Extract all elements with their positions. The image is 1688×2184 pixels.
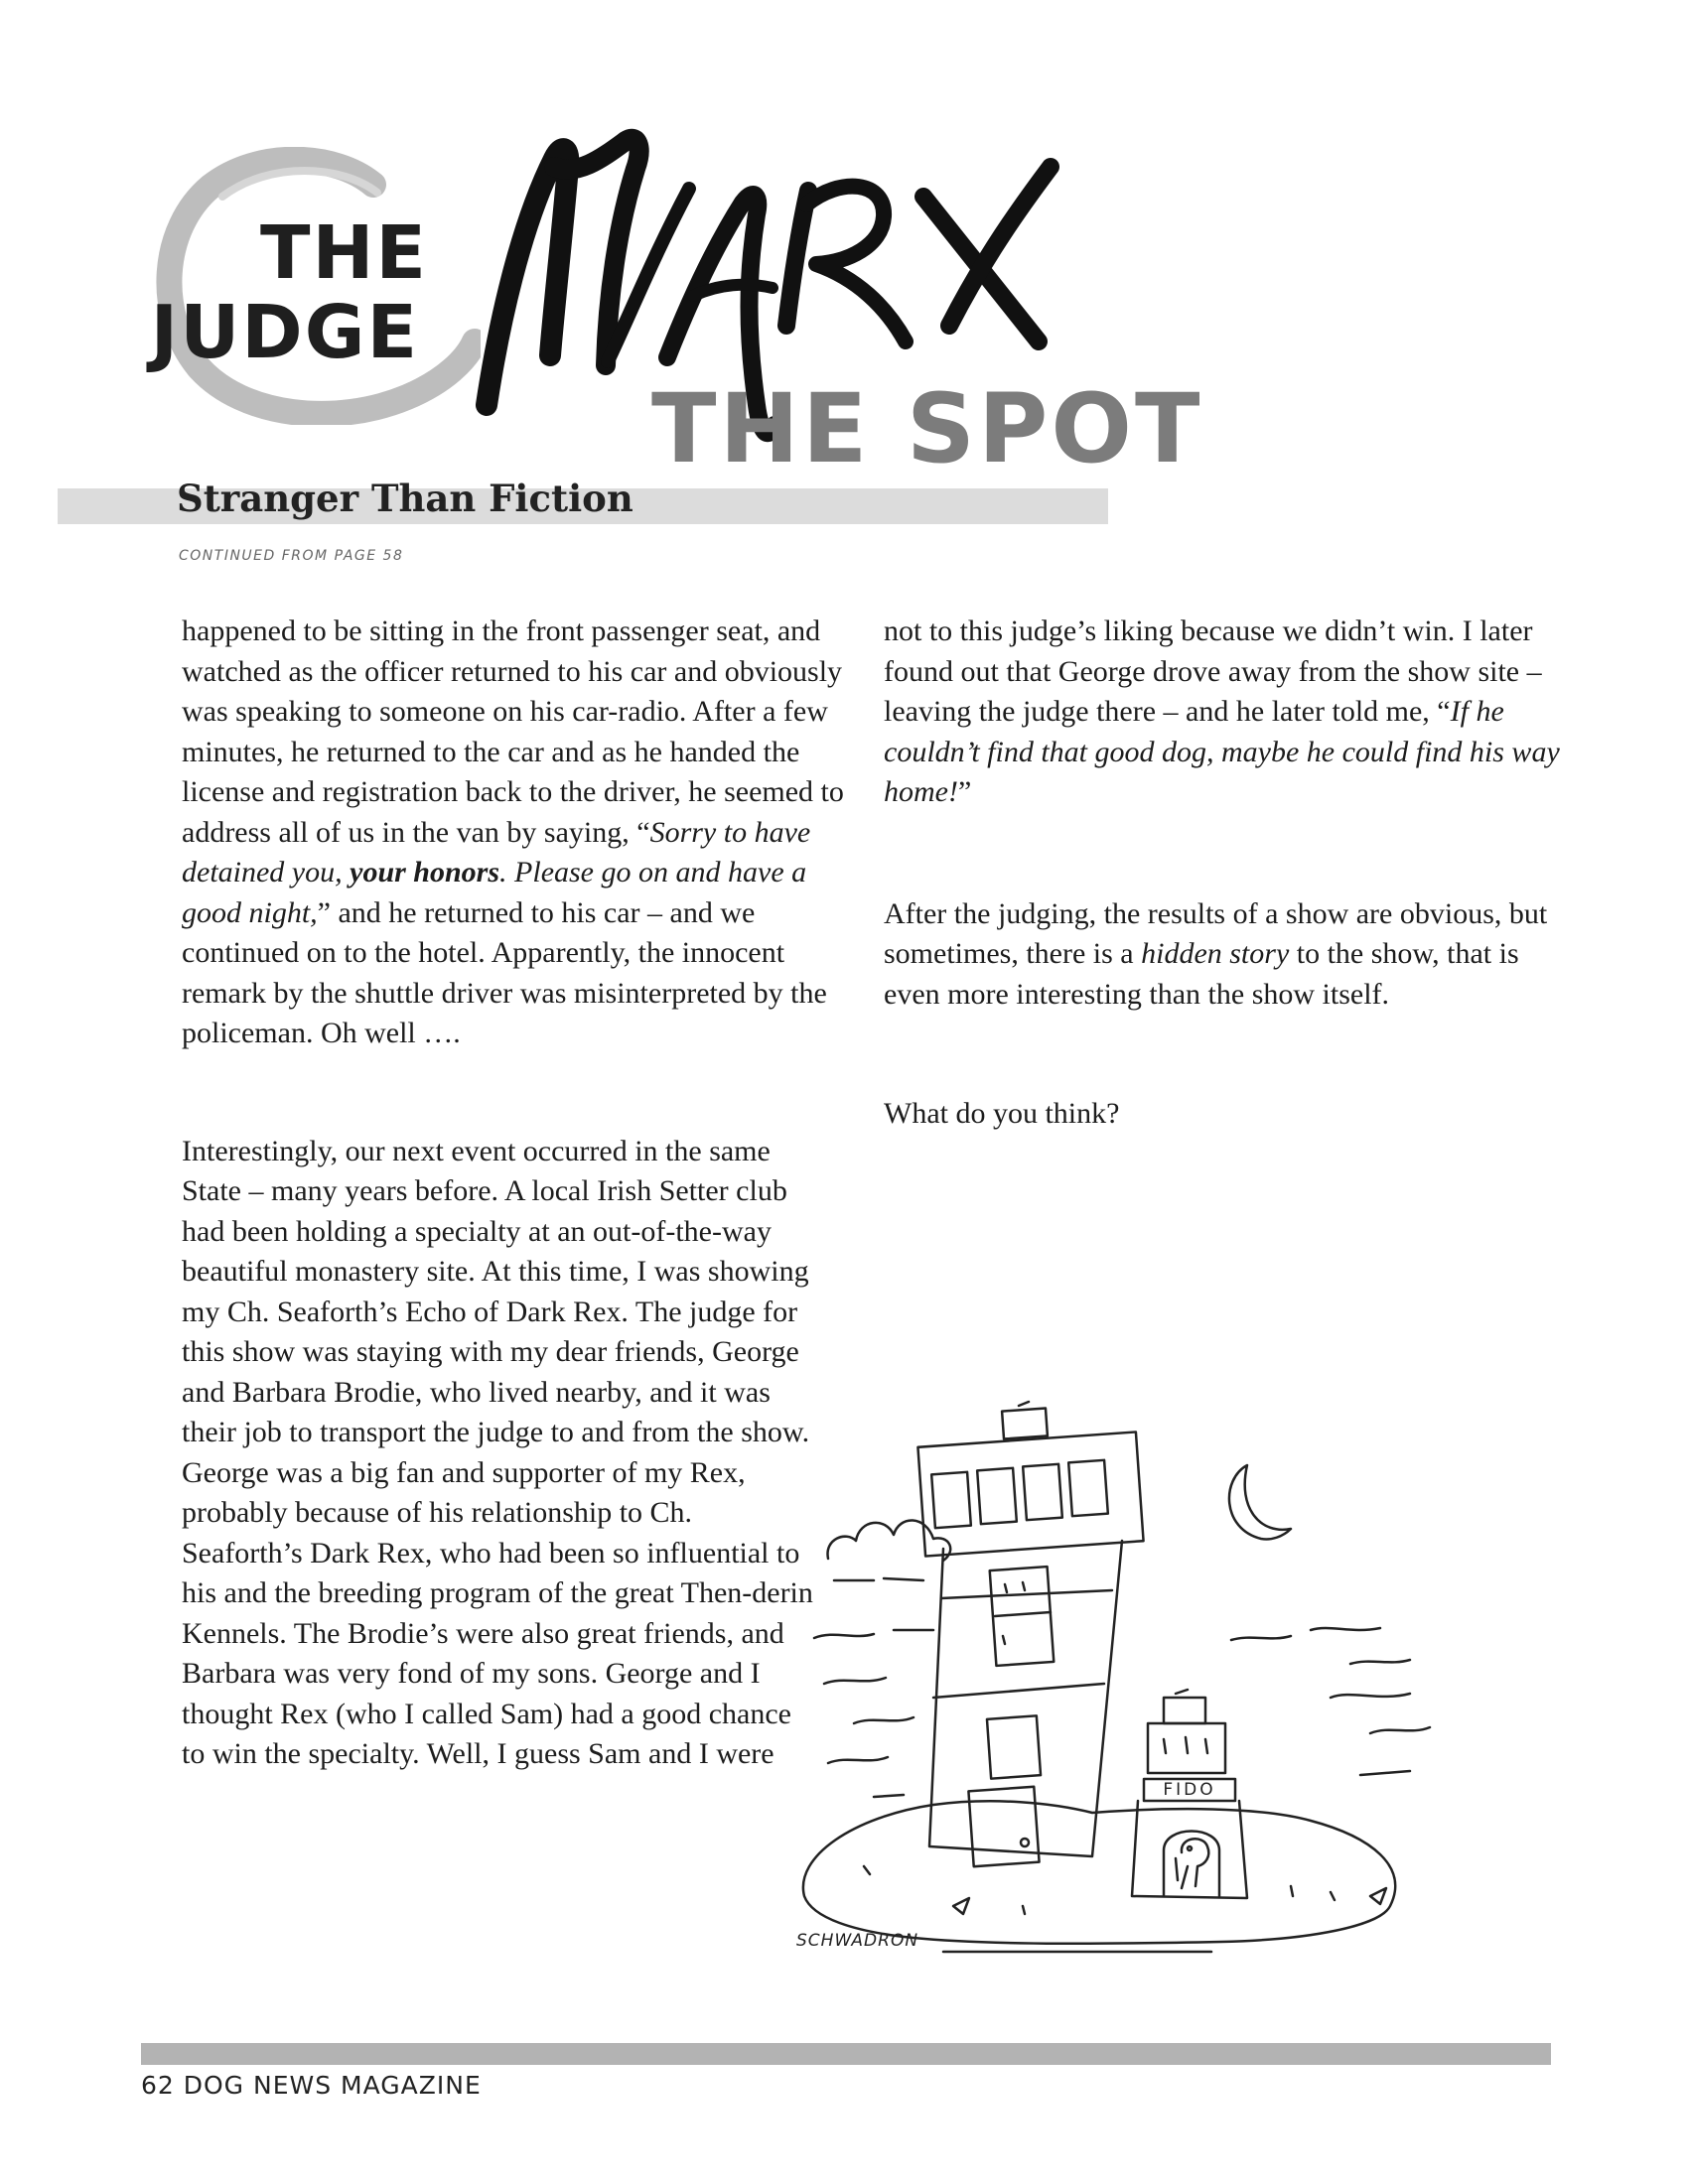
plant-icon <box>1370 1888 1386 1904</box>
paragraph: What do you think? <box>884 1097 1120 1130</box>
lighthouse-cartoon <box>794 1370 1440 1956</box>
paragraph: Interestingly, our next event occurred in the same State – many years before. A local Irish Setter club had been holding a specialty at an out-of-the-way beautiful monastery site. At this time, I was showing my Ch. Seaforth’s Echo of Dark Rex. The judge for this show was staying with my dear friends, George and Barbara Brodie, who lived nearby, and it was their job to transport the judge to and from the show. George was a big fan and supporter of my Rex, probably because of his relationship to Ch. Seaforth’s Dark Rex, who had been so influential to his and the breeding program of the great Then-derin Kennels. The Brodie’s were also great friends, and Barbara was very fond of my sons. George and I thought Rex (who I called Sam) had a good chance to win the specialty. Well, I guess Sam and I were <box>182 1134 813 1770</box>
article-column-right <box>884 612 1569 1135</box>
dog-icon <box>1176 1839 1208 1888</box>
logo-the-text: THE <box>260 210 428 296</box>
fido-sign: FIDO <box>1163 1780 1216 1800</box>
paragraph: not to this judge’s liking because we didn’t win. I later found out that George drove away from the show site – leaving the judge there – and he later told me, “If he couldn’t find that good dog, maybe he could find his way home!” <box>884 614 1560 808</box>
page-footer: 62 DOG NEWS MAGAZINE <box>141 2071 482 2100</box>
logo-the-spot-text: THE SPOT <box>651 373 1203 484</box>
plant-icon <box>953 1898 969 1914</box>
lighthouse-icon <box>917 1402 1143 1866</box>
logo-judge-text: JUDGE <box>150 290 419 375</box>
paragraph: After the judging, the results of a show are obvious, but sometimes, there is a hidden story to the show, that is even more interesting than the show itself. <box>884 896 1548 1011</box>
article-title: Stranger Than Fiction <box>177 477 633 520</box>
continued-note: CONTINUED FROM PAGE 58 <box>179 548 404 564</box>
artist-signature: SCHWADRON <box>796 1931 919 1951</box>
article-column-left <box>182 612 857 1775</box>
footer-bar <box>141 2043 1551 2065</box>
moon-icon <box>1229 1465 1291 1540</box>
paragraph: happened to be sitting in the front passenger seat, and watched as the officer returned to his car and obviously was speaking to someone on his car-radio. After a few minutes, he returned to the car and as he handed the license and registration back to the driver, he seemed to address all of us in the van by saying, “Sorry to have detained you, your honors. Please go on and have a good night,” and he returned to his car – and we continued on to the hotel. Apparently, the innocent remark by the shuttle driver was misinterpreted by the policeman. Oh well …. <box>182 614 844 1049</box>
